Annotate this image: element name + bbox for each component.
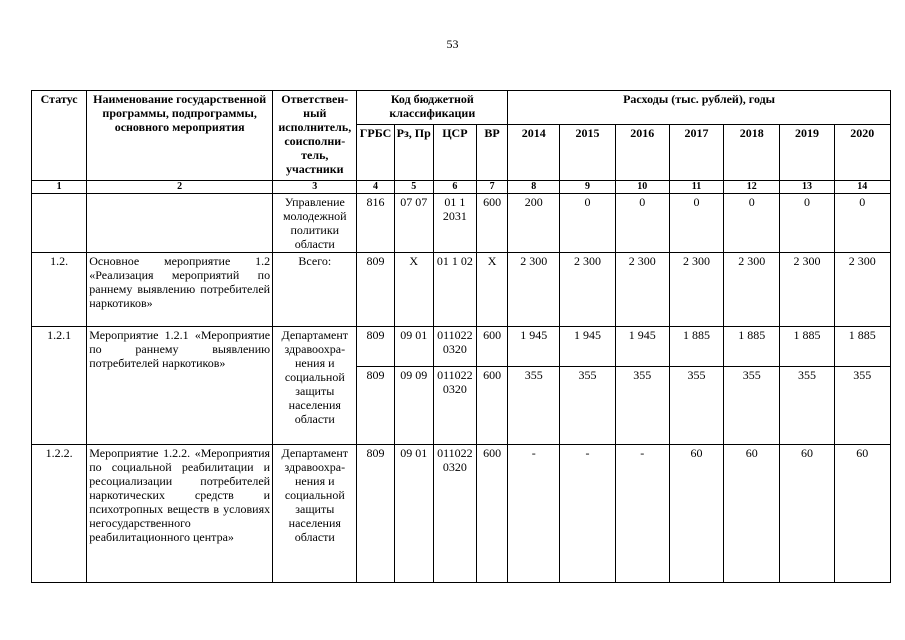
table-row: [32, 253, 891, 327]
value-2016: 0: [615, 194, 669, 253]
value-2015: 2 300: [560, 253, 615, 327]
column-number: 6: [433, 181, 476, 194]
value-2015: 0: [560, 194, 615, 253]
value-2018: 60: [724, 445, 780, 583]
row-name: [87, 194, 273, 253]
rzpr-code: 09 09: [394, 367, 433, 445]
row-executor: Всего:: [273, 253, 357, 327]
grbs-code: 809: [357, 327, 394, 367]
row-name: Основное мероприятие 1.2 «Реализация мероприятий по раннему выявлению потребителей наркотиков»: [87, 253, 273, 327]
header-status: Статус: [32, 91, 87, 181]
column-numbers-row: [32, 181, 891, 194]
column-number: 12: [724, 181, 780, 194]
value-2020: 355: [834, 367, 890, 445]
row-status: [32, 194, 87, 253]
row-executor: Департамент здравоохра-нения и социальной защиты населения области: [273, 327, 357, 445]
column-number: 3: [273, 181, 357, 194]
column-number: 8: [508, 181, 560, 194]
rzpr-code: 07 07: [394, 194, 433, 253]
value-2020: 0: [834, 194, 890, 253]
rzpr-code: 09 01: [394, 445, 433, 583]
value-2016: 2 300: [615, 253, 669, 327]
header-year: 2015: [560, 125, 615, 181]
row-name: Мероприятие 1.2.1 «Мероприятие по раннему выявлению потребителей наркотиков»: [87, 327, 273, 445]
grbs-code: 809: [357, 445, 394, 583]
value-2019: 355: [780, 367, 834, 445]
value-2014: 1 945: [508, 327, 560, 367]
vr-code: Х: [476, 253, 507, 327]
column-number: 13: [780, 181, 834, 194]
value-2020: 2 300: [834, 253, 890, 327]
column-number: 5: [394, 181, 433, 194]
value-2018: 355: [724, 367, 780, 445]
header-year: 2016: [615, 125, 669, 181]
value-2015: 1 945: [560, 327, 615, 367]
row-executor: Департамент здравоохра-нения и социальной защиты населения области: [273, 445, 357, 583]
table-row: [32, 445, 891, 583]
page-number: 53: [446, 37, 459, 51]
value-2018: 0: [724, 194, 780, 253]
value-2018: 2 300: [724, 253, 780, 327]
value-2017: 60: [669, 445, 723, 583]
csr-code: 011022 0320: [433, 327, 476, 367]
header-year: 2020: [834, 125, 890, 181]
value-2020: 60: [834, 445, 890, 583]
header-vr: ВР: [476, 125, 507, 181]
header-year: 2018: [724, 125, 780, 181]
value-2017: 2 300: [669, 253, 723, 327]
column-number: 11: [669, 181, 723, 194]
rzpr-code: Х: [394, 253, 433, 327]
value-2014: 355: [508, 367, 560, 445]
csr-code: 011022 0320: [433, 367, 476, 445]
header-year: 2017: [669, 125, 723, 181]
value-2015: 355: [560, 367, 615, 445]
value-2017: 355: [669, 367, 723, 445]
vr-code: 600: [476, 445, 507, 583]
rzpr-code: 09 01: [394, 327, 433, 367]
column-number: 10: [615, 181, 669, 194]
value-2019: 0: [780, 194, 834, 253]
row-name: Мероприятие 1.2.2. «Мероприятия по социальной реабилитации и ресоциализации потребителей наркотических средств и психотропных веществ в условиях негосударственного реабилитационного центра»: [87, 445, 273, 583]
row-status: 1.2.2.: [32, 445, 87, 583]
table-row: [32, 194, 891, 253]
row-status: 1.2.1: [32, 327, 87, 445]
header-expenses-group: Расходы (тыс. рублей), годы: [508, 91, 891, 125]
value-2020: 1 885: [834, 327, 890, 367]
grbs-code: 816: [357, 194, 394, 253]
header-year: 2014: [508, 125, 560, 181]
value-2019: 60: [780, 445, 834, 583]
value-2017: 1 885: [669, 327, 723, 367]
column-number: 1: [32, 181, 87, 194]
value-2019: 2 300: [780, 253, 834, 327]
table-row: [32, 327, 891, 367]
header-executor: Ответствен-ный исполнитель, соисполни-тель, участники: [273, 91, 357, 181]
budget-table: [31, 90, 891, 583]
grbs-code: 809: [357, 367, 394, 445]
value-2014: 2 300: [508, 253, 560, 327]
csr-code: 011022 0320: [433, 445, 476, 583]
vr-code: 600: [476, 367, 507, 445]
grbs-code: 809: [357, 253, 394, 327]
csr-code: 01 1 2031: [433, 194, 476, 253]
header-name: Наименование государственной программы, подпрограммы, основного мероприятия: [87, 91, 273, 181]
value-2016: 1 945: [615, 327, 669, 367]
column-number: 14: [834, 181, 890, 194]
row-executor: Управление молодежной политики области: [273, 194, 357, 253]
header-rzpr: Рз, Пр: [394, 125, 433, 181]
column-number: 9: [560, 181, 615, 194]
csr-code: 01 1 02: [433, 253, 476, 327]
value-2018: 1 885: [724, 327, 780, 367]
value-2016: 355: [615, 367, 669, 445]
vr-code: 600: [476, 327, 507, 367]
value-2015: -: [560, 445, 615, 583]
header-csr: ЦСР: [433, 125, 476, 181]
header-code-group: Код бюджетной классификации: [357, 91, 508, 125]
vr-code: 600: [476, 194, 507, 253]
row-status: 1.2.: [32, 253, 87, 327]
column-number: 4: [357, 181, 394, 194]
value-2017: 0: [669, 194, 723, 253]
value-2019: 1 885: [780, 327, 834, 367]
value-2014: -: [508, 445, 560, 583]
header-grbs: ГРБС: [357, 125, 394, 181]
column-number: 2: [87, 181, 273, 194]
value-2014: 200: [508, 194, 560, 253]
value-2016: -: [615, 445, 669, 583]
column-number: 7: [476, 181, 507, 194]
header-year: 2019: [780, 125, 834, 181]
